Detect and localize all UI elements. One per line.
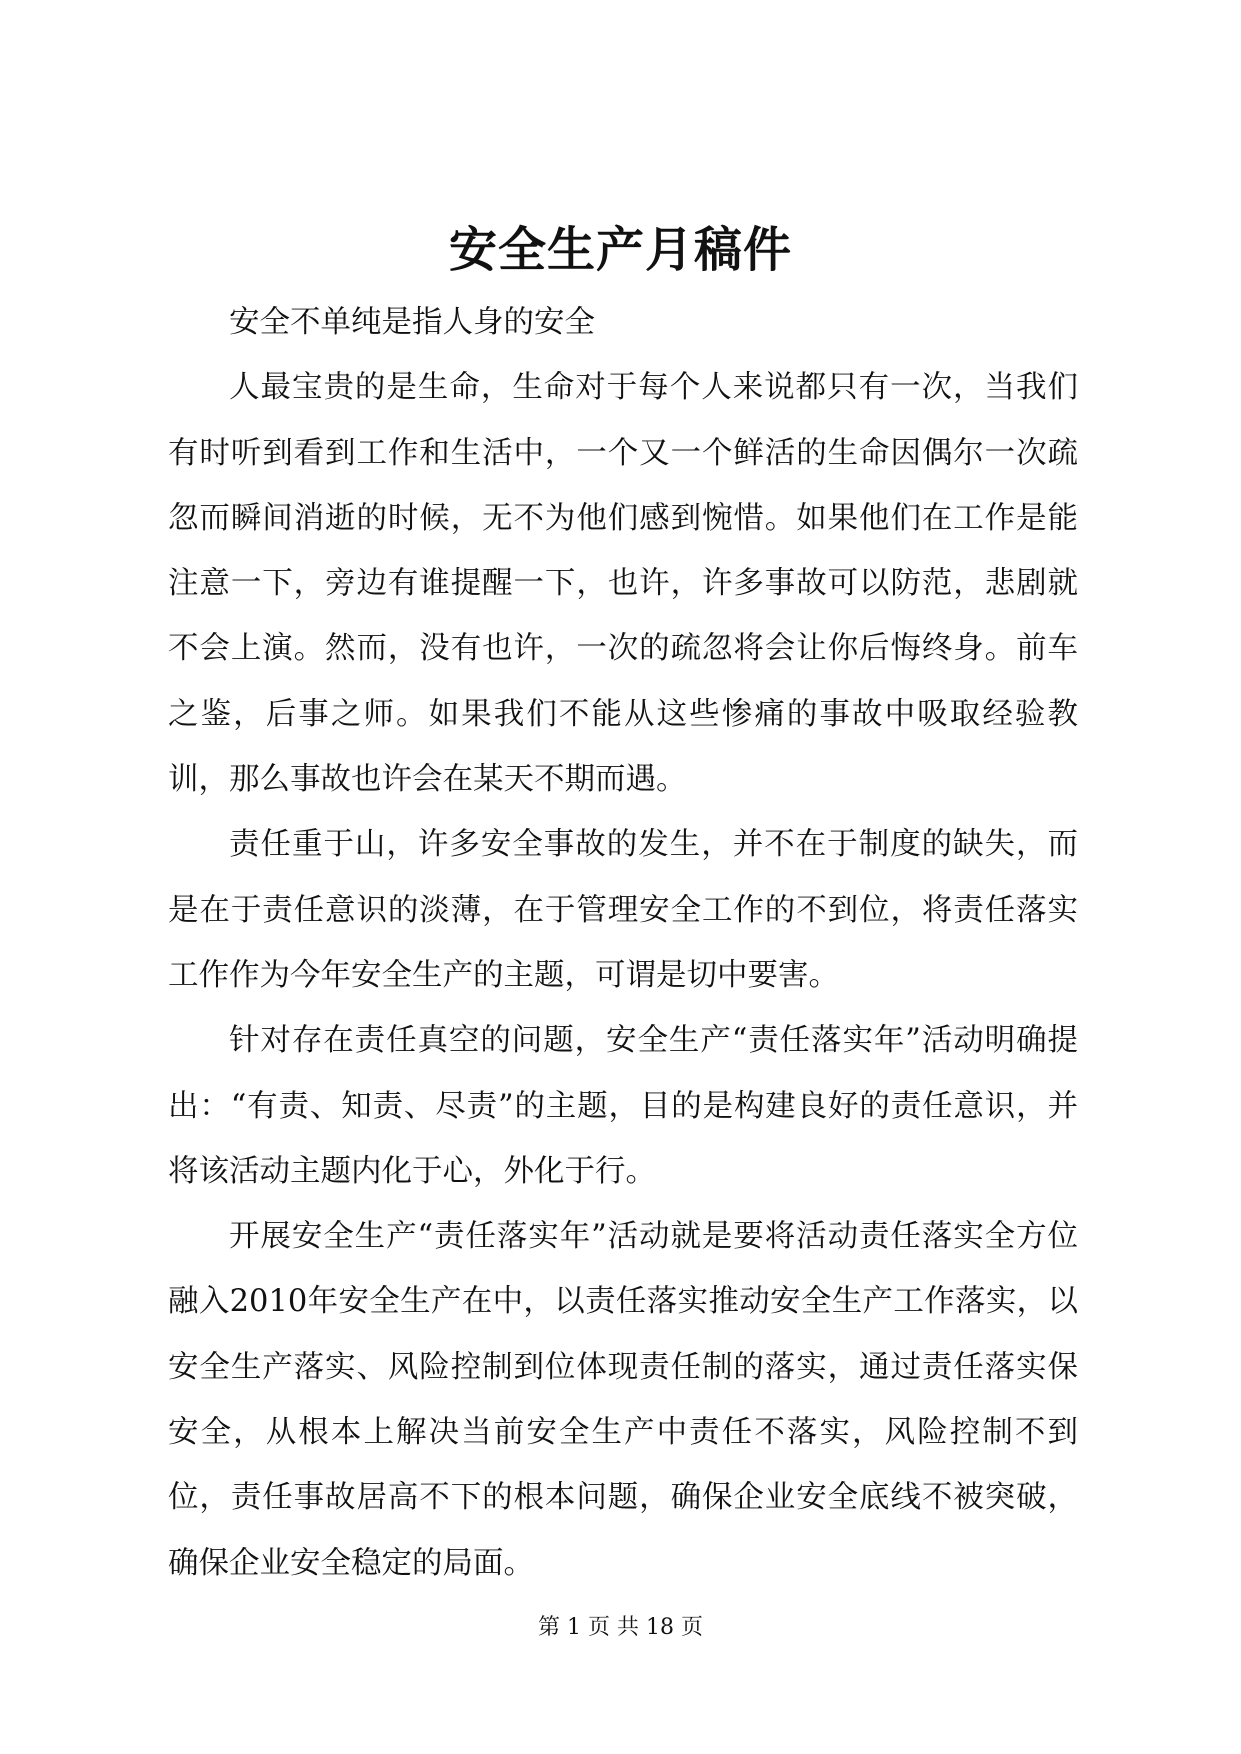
paragraph-5: 开展安全生产“责任落实年”活动就是要将活动责任落实全方位融入2010年安全生产在中，以责任落实推动安全生产工作落实，以安全生产落实、风险控制到位体现责任制的落实，通过责任落实保安全，从根本上解决当前安全生产中责任不落实，风险控制不到位，责任事故居高不下的根本问题，确保企业安全底线不被突破，确保企业安全稳定的局面。 [168, 1219, 1078, 1581]
paragraph-4: 针对存在责任真空的问题，安全生产“责任落实年”活动明确提出：“有责、知责、尽责”的主题，目的是构建良好的责任意识，并将该活动主题内化于心，外化于行。 [168, 1023, 1078, 1189]
paragraph-1: 安全不单纯是指人身的安全 [229, 305, 595, 340]
document-title: 安全生产月稿件 [448, 222, 792, 278]
paragraph-3: 责任重于山，许多安全事故的发生，并不在于制度的缺失，而是在于责任意识的淡薄，在于管理安全工作的不到位，将责任落实工作作为今年安全生产的主题，可谓是切中要害。 [168, 827, 1078, 993]
page-number-footer: 第 1 页 共 18 页 [538, 1615, 703, 1640]
paragraph-2: 人最宝贵的是生命，生命对于每个人来说都只有一次，当我们有时听到看到工作和生活中，一个又一个鲜活的生命因偶尔一次疏忽而瞬间消逝的时候，无不为他们感到惋惜。如果他们在工作是能注意一下，旁边有谁提醒一下，也许，许多事故可以防范，悲剧就不会上演。然而，没有也许，一次的疏忽将会让你后悔终身。前车之鉴，后事之师。如果我们不能从这些惨痛的事故中吸取经验教训，那么事故也许会在某天不期而遇。 [168, 370, 1078, 798]
document-body [168, 290, 1078, 1596]
